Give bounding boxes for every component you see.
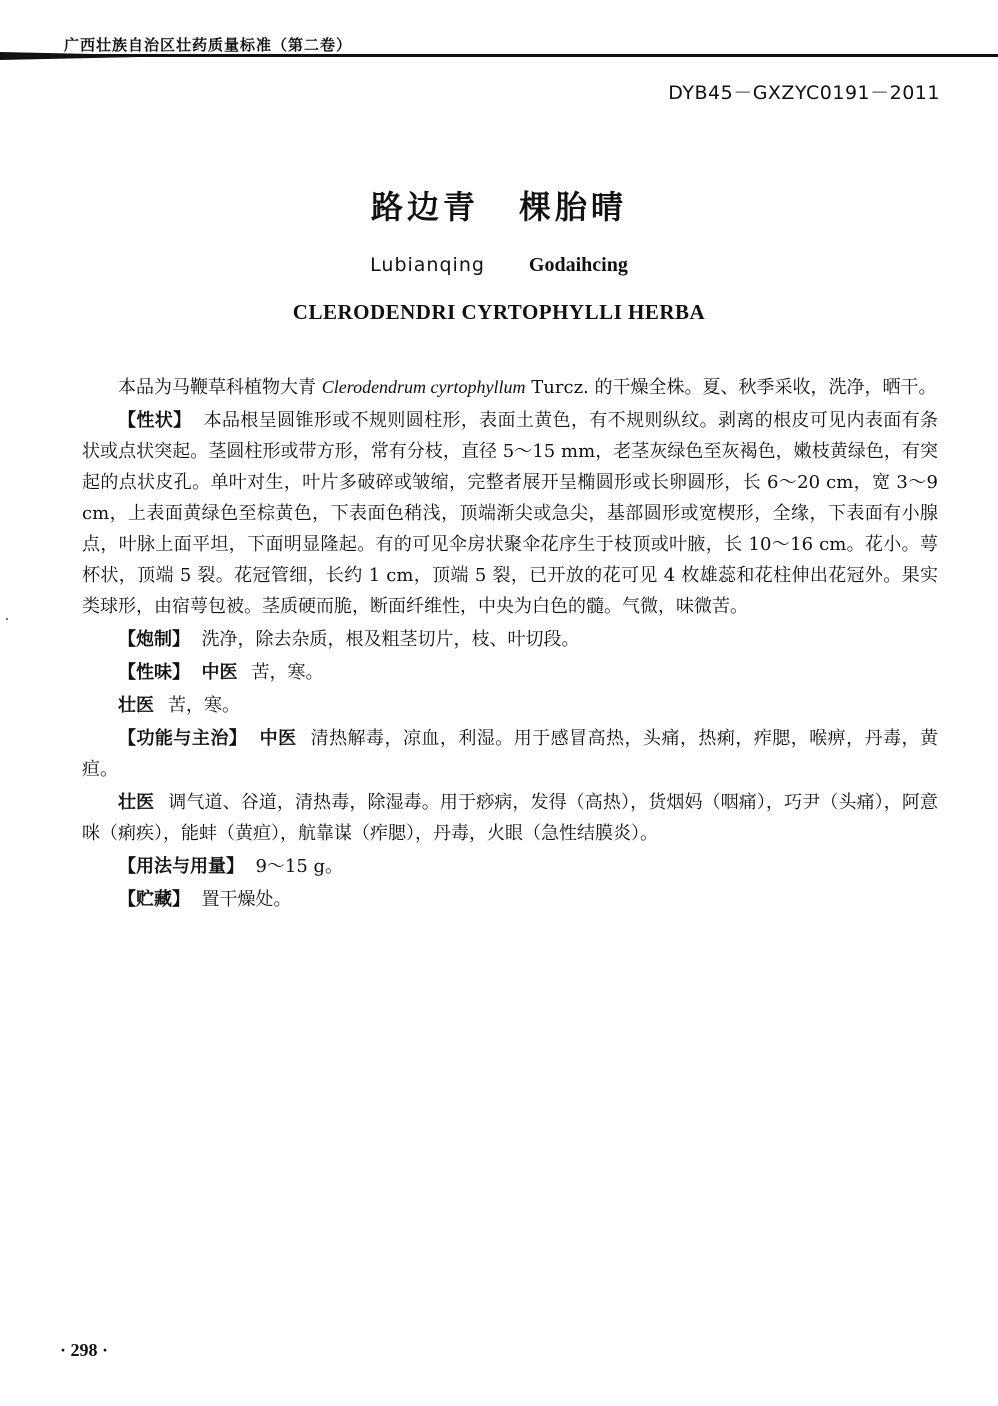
section-paozhi (82, 624, 938, 655)
standard-code: DYB45－GXZYC0191－2011 (668, 82, 940, 104)
intro-text-before: 本品为马鞭草科植物大青 (118, 377, 316, 398)
section-text: 置干燥处。 (201, 889, 292, 910)
tcm-label: 中医 (201, 662, 238, 683)
section-label: 【炮制】 (118, 629, 190, 650)
intro-text-after: Turcz. 的干燥全株。夏、秋季采收，洗净，晒干。 (531, 377, 937, 398)
section-text: 洗净，除去杂质，根及粗茎切片，枝、叶切段。 (201, 629, 580, 650)
section-gongneng (82, 723, 938, 785)
section-text: 本品根呈圆锥形或不规则圆柱形，表面土黄色，有不规则纵纹。剥离的根皮可见内表面有条状或点状突起。茎圆柱形或带方形，常有分枝，直径 5～15 mm，老茎灰绿色至灰褐色，嫩枝黄绿色，有突起的点状皮孔。单叶对生，叶片多破碎或皱缩，完整者展开呈椭圆形或长卵圆形，长 6～20 cm，宽 3～9 cm，上表面黄绿色至棕黄色，下表面色稍浅，顶端渐尖或急尖，基部圆形或宽楔形，全缘，下表面有小腺点，叶脉上面平坦，下面明显隆起。有的可见伞房状聚伞花序生于枝顶或叶腋，长 10～16 cm。花小。萼杯状，顶端 5 裂。花冠管细，长约 1 cm，顶端 5 裂，已开放的花可见 4 枚雄蕊和花柱伸出花冠外。果实类球形，由宿萼包被。茎质硬而脆，断面纤维性，中央为白色的髓。气微，味微苦。 (82, 410, 939, 617)
page-title-latin: CLERODENDRI CYRTOPHYLLI HERBA (292, 300, 706, 324)
section-label: 【贮藏】 (118, 889, 190, 910)
title-zh-zhuang: 棵胎晴 (519, 188, 628, 226)
section-xingzhuang (82, 405, 938, 622)
section-label: 【功能与主治】 (118, 728, 248, 749)
monograph-body (82, 372, 938, 917)
running-header-title: 广西壮族自治区壮药质量标准（第二卷） (64, 36, 353, 54)
section-label: 【性味】 (118, 662, 190, 683)
zhuang-label: 壮医 (118, 695, 154, 716)
section-label: 【用法与用量】 (118, 856, 244, 877)
section-yongfa (82, 851, 938, 882)
section-xingwei-zhuang (82, 690, 938, 721)
page-title-pinyin (0, 254, 998, 277)
title-zh-primary: 路边青 (370, 188, 479, 226)
title-pinyin-primary: Lubianqing (370, 254, 485, 276)
section-label: 【性状】 (118, 410, 192, 431)
section-zhucang (82, 884, 938, 915)
tcm-label: 中医 (259, 728, 297, 749)
zhuang-label: 壮医 (118, 792, 155, 813)
tcm-text: 苦，寒。 (251, 662, 324, 683)
intro-paragraph (82, 372, 938, 403)
tcm-text: 清热解毒，凉血，利湿。用于感冒高热，头痛，热痢，痄腮，喉痹，丹毒，黄疸。 (82, 728, 939, 780)
section-text: 9～15 g。 (255, 856, 344, 877)
section-xingwei (82, 657, 938, 688)
page-title-chinese (0, 182, 998, 228)
latin-species-name: Clerodendrum cyrtophyllum (321, 377, 526, 397)
page-number: · 298 · (60, 1340, 109, 1360)
running-header (0, 0, 998, 60)
margin-mark (6, 618, 8, 620)
zhuang-text: 苦，寒。 (168, 695, 240, 716)
zhuang-text: 调气道、谷道，清热毒，除湿毒。用于痧病，发得（高热），货烟妈（咽痛），巧尹（头痛），阿意咪（痢疾），能蚌（黄疸），航靠谋（痄腮），丹毒，火眼（急性结膜炎）。 (82, 792, 939, 844)
title-pinyin-zhuang: Godaihcing (528, 254, 628, 276)
section-gongneng-zhuang (82, 787, 938, 849)
